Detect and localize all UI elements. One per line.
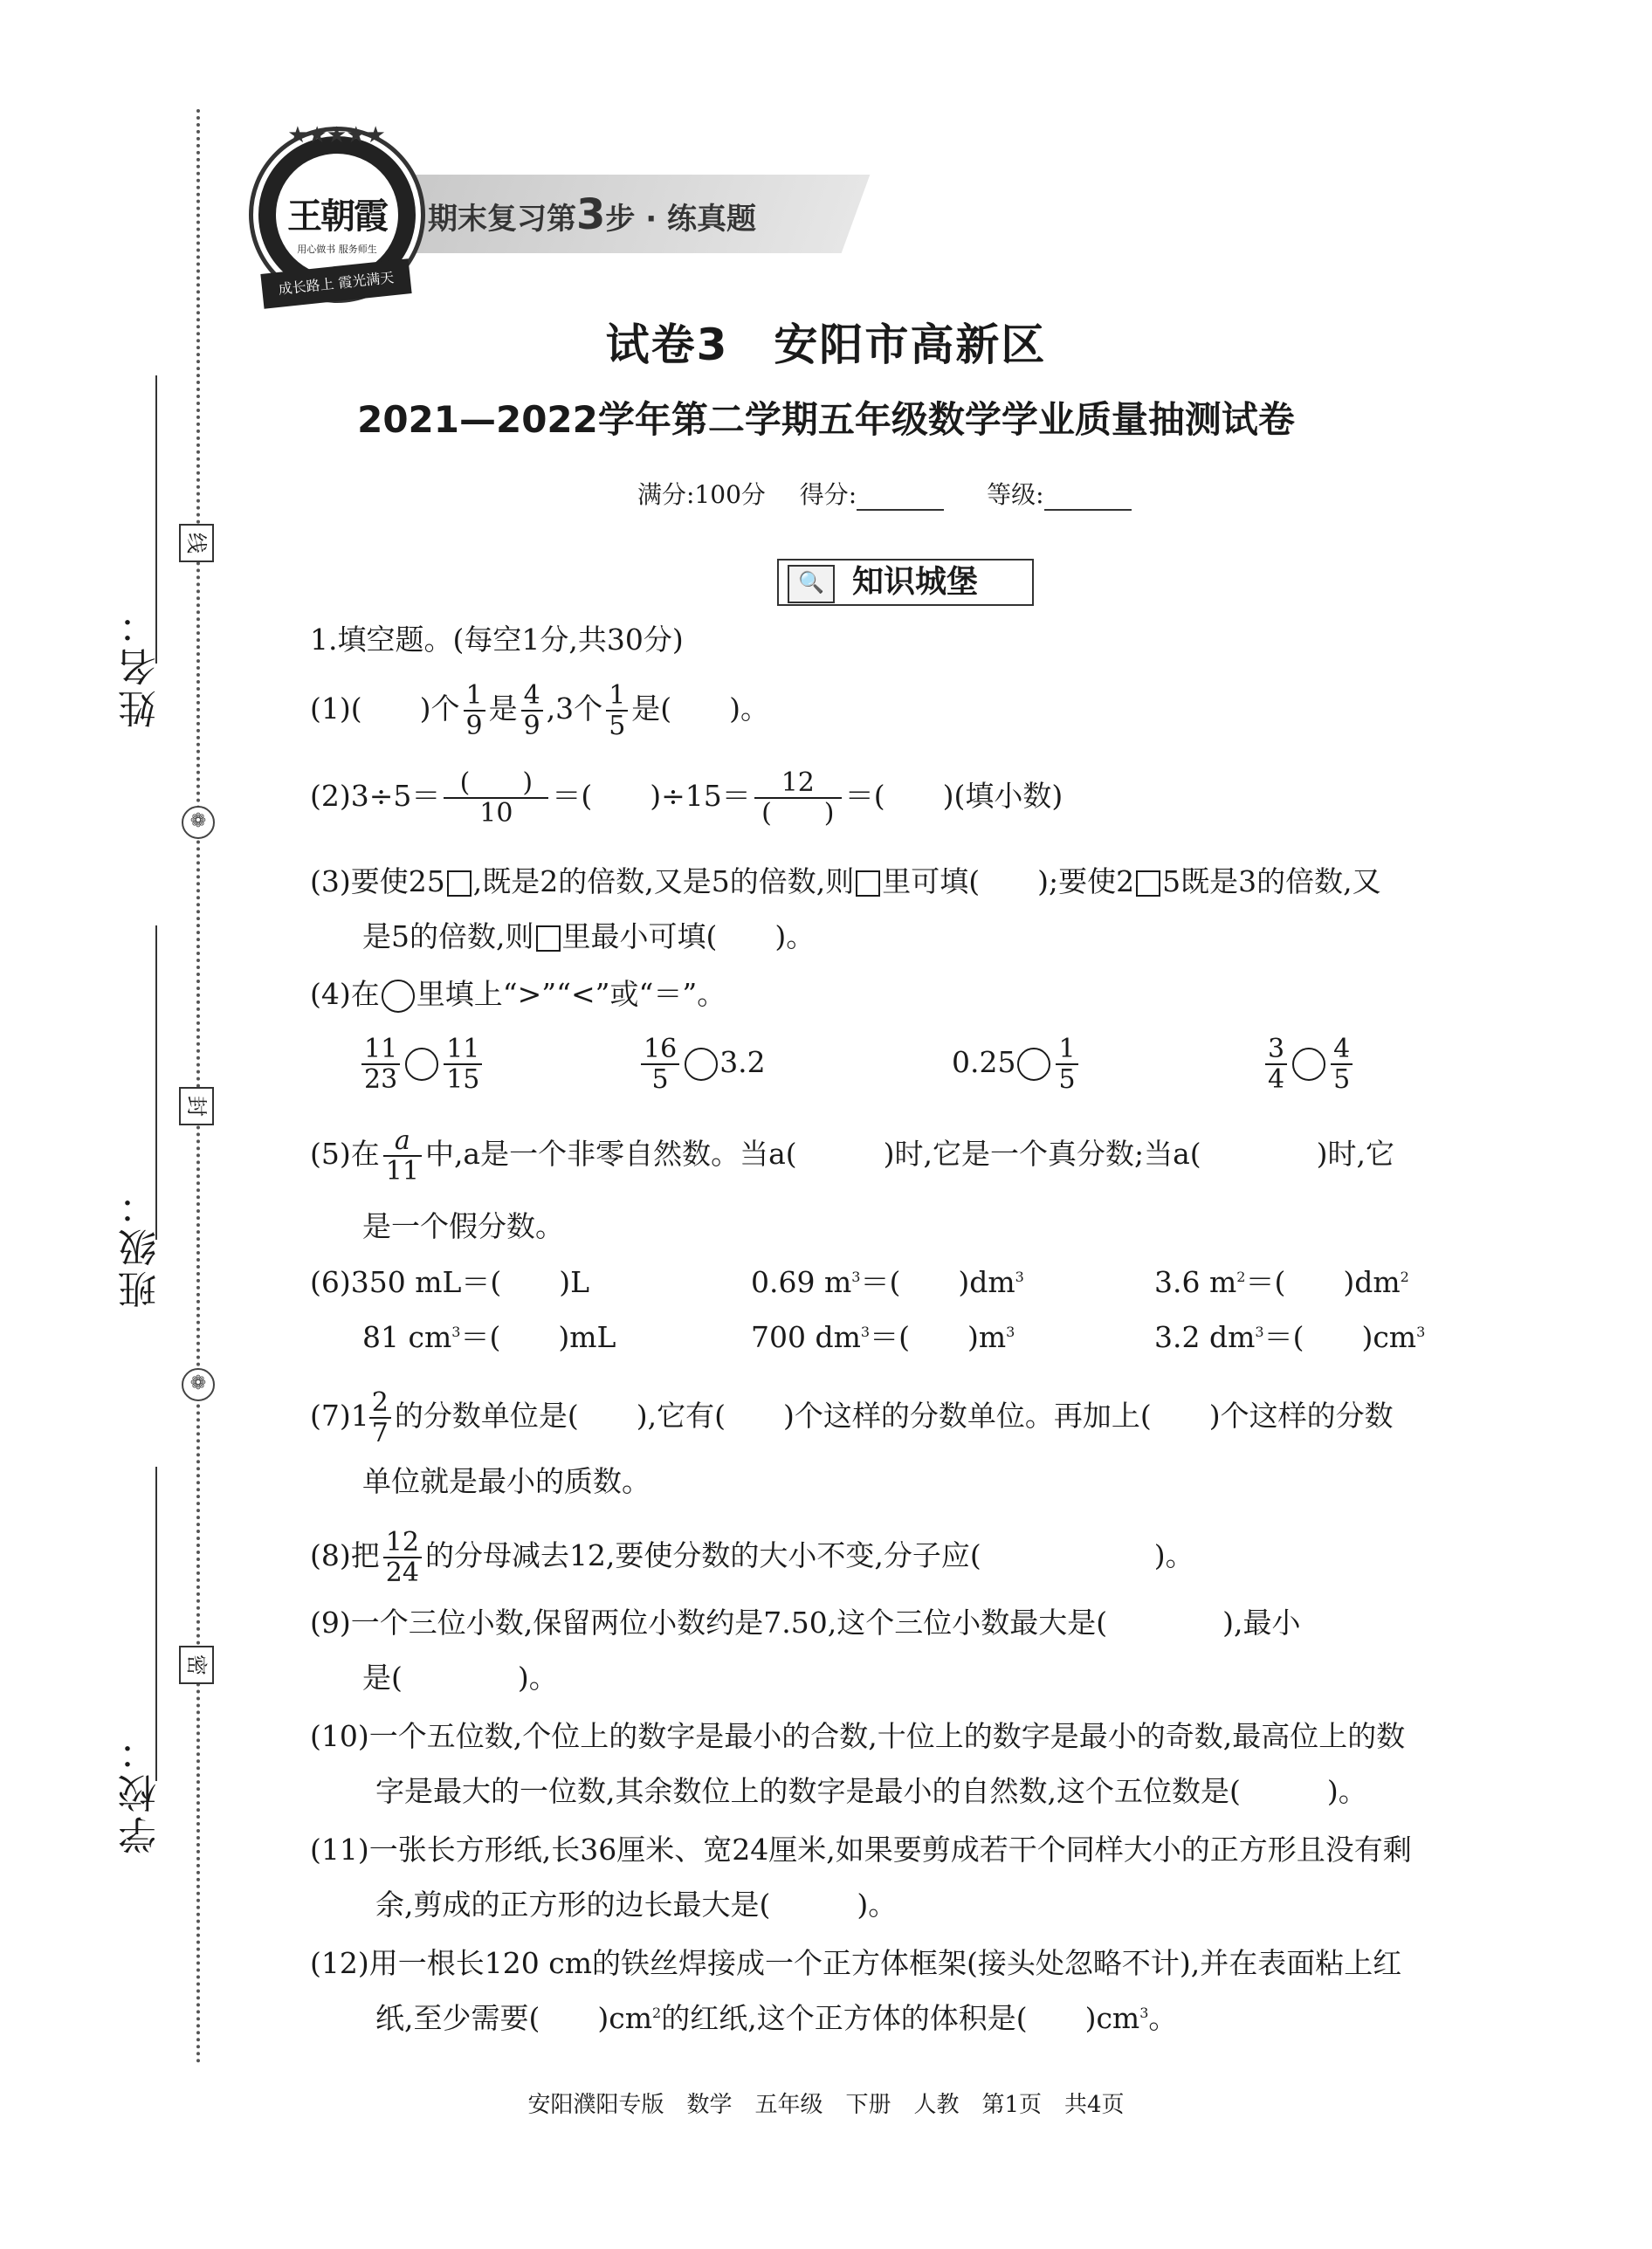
section-title: 知识城堡: [852, 564, 979, 600]
q1-4-item1: $\frac{11}{23}$ $\frac{11}{15}$: [358, 1035, 485, 1094]
grade-field[interactable]: [1044, 485, 1132, 511]
q1-7-line2: 单位就是最小的质数。: [362, 1464, 650, 1498]
q1-12-line2: 纸,至少需要( )$cm^2$的红纸,这个正方体的体积是( )$cm^3$。: [375, 2001, 1178, 2035]
q1-7: (7)1 $\frac{2}{7}$ 的分数单位是( ),它有( )个这样的分数单位。再加上( )个这样的分数: [310, 1387, 1394, 1448]
class-label: 班级：: [119, 1183, 163, 1309]
compare-circle[interactable]: [1017, 1048, 1050, 1081]
score-field[interactable]: [857, 485, 944, 511]
name-label: 姓名：: [119, 602, 163, 728]
q1-6-row2-col3: 3.2 $dm^3=$( )$cm^3$: [1154, 1320, 1426, 1354]
q1-6-row2-col1: 81 $cm^3=$( )mL: [362, 1320, 616, 1354]
q1-9-line2: 是( )。: [362, 1661, 558, 1695]
brand-motto: 用心做书 服务师生: [297, 244, 377, 255]
exam-title: 试卷3 安阳市高新区: [605, 320, 1047, 370]
school-field[interactable]: [155, 1467, 157, 1781]
compare-circle[interactable]: [405, 1048, 438, 1081]
q1-11-line1: (11)一张长方形纸,长36厘米、宽24厘米,如果要剪成若干个同样大小的正方形且没有剩: [310, 1833, 1412, 1867]
q1-10-line1: (10)一个五位数,个位上的数字是最小的合数,十位上的数字是最小的奇数,最高位上的数: [310, 1719, 1406, 1753]
square-box: [1136, 870, 1160, 897]
swirl-ornament-icon: ❁: [182, 806, 215, 839]
compare-circle[interactable]: [1292, 1048, 1325, 1081]
square-box: [536, 925, 561, 952]
q1-5: (5)在 $\frac{a}{11}$ 中,a是一个非零自然数。当a( )时,它是一个真分数;当a( )时,它: [310, 1125, 1395, 1186]
square-box: [447, 870, 472, 897]
q1-3-line2: 是5的倍数,则 里最小可填( )。: [362, 919, 816, 953]
q1-10-line2: 字是最大的一位数,其余数位上的数字是最小的自然数,这个五位数是( )。: [375, 1774, 1367, 1808]
q1-4-item2: $\frac{16}{5}$ 3.2: [637, 1035, 766, 1094]
q1-6-row1-col3: 3.6 $m^2=$( )$dm^2$: [1154, 1265, 1409, 1299]
score-line: [637, 476, 1132, 511]
full-score: 满分:100分: [637, 480, 766, 509]
q1-11-line2: 余,剪成的正方形的边长最大是( )。: [375, 1888, 898, 1922]
seal-line-mark: 线: [179, 524, 214, 562]
q1-2: (2)3÷5＝ $\frac{( )}{10}$ ＝( )÷15＝ $\frac{12}{( )}$ ＝( )(填小数): [310, 767, 1063, 829]
seal-secret-mark: 密: [179, 1646, 214, 1684]
star-icon: ★★★★★: [287, 122, 385, 148]
page-footer: 安阳濮阳专版 数学 五年级 下册 人教 第1页 共4页: [527, 2092, 1125, 2118]
q1-4: (4)在 里填上“>”“<”或“＝”。: [310, 977, 726, 1011]
seal-seal-mark: 封: [179, 1087, 214, 1125]
q1-4-item4: $\frac{3}{4}$ $\frac{4}{5}$: [1262, 1035, 1356, 1094]
q1-6-row1-col1: (6)350 mL＝( )L: [310, 1265, 590, 1299]
exam-subtitle: 2021—2022学年第二学期五年级数学学业质量抽测试卷: [357, 398, 1295, 441]
swirl-ornament-icon: ❁: [182, 1368, 215, 1401]
q1-4-item3: 0.25 $\frac{1}{5}$: [952, 1035, 1082, 1094]
q1-9-line1: (9)一个三位小数,保留两位小数约是7.50,这个三位小数最大是( ),最小: [310, 1606, 1301, 1640]
q1-12-line1: (12)用一根长120 cm的铁丝焊接成一个正方体框架(接头处忽略不计),并在表面粘上红: [310, 1946, 1402, 1980]
q1-6-row1-col2: 0.69 $m^3=$( )$dm^3$: [751, 1265, 1024, 1299]
section-heading: [777, 559, 1034, 606]
score-label: 得分:: [799, 480, 857, 509]
class-field[interactable]: [155, 925, 157, 1240]
q1-5-line2: 是一个假分数。: [362, 1209, 564, 1243]
compare-circle[interactable]: [685, 1048, 718, 1081]
magnifier-icon: 🔍: [788, 565, 835, 603]
grade-label: 等级:: [987, 480, 1044, 509]
compare-circle: [382, 980, 415, 1013]
brand-name: 王朝霞: [287, 196, 387, 237]
q1-8: (8)把 $\frac{12}{24}$ 的分母减去12,要使分数的大小不变,分子应( )。: [310, 1527, 1194, 1588]
banner-text: 期末复习第3步 · 练真题: [428, 190, 756, 239]
q1-3-line1: (3)要使25 ,既是2的倍数,又是5的倍数,则 里可填( );要使2 5既是3的倍数,又: [310, 864, 1381, 898]
q1-heading: 1.填空题。(每空1分,共30分): [310, 622, 684, 657]
q1-6-row2-col2: 700 $dm^3=$( )$m^3$: [751, 1320, 1015, 1354]
brand-ribbon: 成长路上 霞光满天: [260, 258, 411, 309]
square-box: [856, 870, 880, 897]
school-label: 学校：: [119, 1729, 163, 1854]
q1-1: (1)( )个 $\frac{1}{9}$ 是 $\frac{4}{9}$ ,3个 $\frac{1}{5}$ 是( )。: [310, 680, 770, 741]
